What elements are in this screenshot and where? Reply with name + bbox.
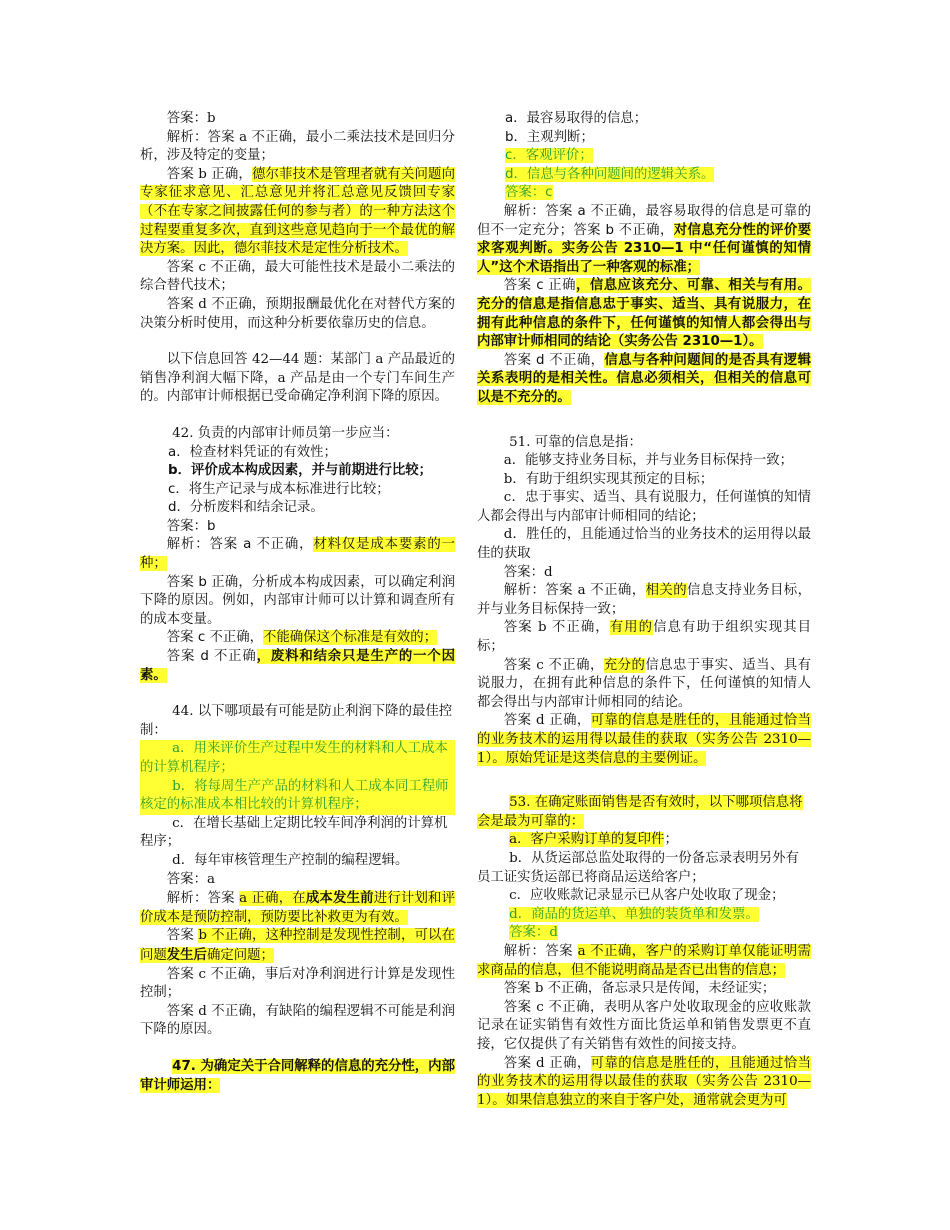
question-42: 42. 负责的内部审计师员第一步应当： [172,425,399,441]
option-a: a．客户采购订单的复印件； [509,832,678,848]
question-51: 51. 可靠的信息是指： [509,434,642,450]
option-b: b．有助于组织实现其预定的目标； [503,471,714,487]
answer-line: 答案：b [166,111,216,126]
answer-line: 答案：a [166,871,215,887]
explanation-text: 答案 c 不正确，充分的信息忠于事实、适当、具有说服力，在拥有此种信息的条件下，任何谨慎的知情人都会得出与内部审计师相同的结论。 [477,657,812,710]
option-a: a．检查材料凭证的有效性； [168,444,337,460]
info-paragraph: 以下信息回答 42—44 题：某部门 a 产品最近的销售净利润大幅下降，a 产品是由一个专门车间生产的。内部审计师根据已受命确定净利润下降的原因。 [140,352,455,405]
option-c: c．将生产记录与成本标准进行比较； [168,481,390,497]
explanation-text: 答案 d 正确，可靠的信息是胜任的，且能通过恰当的业务技术的运用得以最佳的获取（实务公告 2310—1）。如果信息独立的来自于客户处，通常就会更为可 [477,1055,811,1108]
answer-line: 答案：c [505,185,553,201]
explanation-text: 答案 b 不正确，备忘录只是传闻，未经证实； [503,981,776,997]
explanation-text: 解析：答案 a 不正确，相关的信息支持业务目标，并与业务目标保持一致； [477,583,812,617]
explanation-text: 答案 d 不正确，有缺陷的编程逻辑不可能是利润下降的原因。 [140,1003,455,1038]
option-b: b．主观判断； [505,129,594,145]
option-c: c．应收账款记录显示已从客户处收取了现金； [509,888,785,904]
option-d: d．每年审核管理生产控制的编程逻辑。 [172,852,409,868]
question-44: 44. 以下哪项最有可能是防止利润下降的最佳控制： [140,704,453,738]
explanation-text: 答案 c 不正确，不能确保这个标准是有效的； [166,630,438,646]
option-a: a．用来评价生产过程中发生的材料和人工成本的计算机程序； [140,740,455,777]
answer-line: 答案：d [509,925,558,941]
explanation-text: 解析：答案 a 不正确，最小二乘法技术是回归分析，涉及特定的变量； [140,129,455,164]
explanation-text: 解析：答案 a 不正确，材料仅是成本要素的一种； [140,537,456,572]
explanation-text: 答案 b 正确，分析成本构成因素，可以确定利润下降的原因。例如，内部审计师可以计算和调查所有的成本变量。 [140,574,455,627]
option-b: b．评价成本构成因素，并与前期进行比较； [168,463,433,479]
option-a: a．最容易取得的信息； [505,111,648,126]
explanation-text: 答案 b 不正确，这种控制是发现性控制，可以在问题发生后确定问题； [140,928,455,963]
explanation-text: 答案 d 不正确，废料和结余只是生产的一个因素。 [140,649,456,683]
explanation-text: 解析：答案 a 不正确，客户的采购订单仅能证明需求商品的信息，但不能说明商品是否已出售的信息； [477,943,811,978]
explanation-text: 答案 b 不正确，有用的信息有助于组织实现其目标； [477,620,812,655]
explanation-text: 答案 d 不正确，信息与各种问题间的是否具有逻辑关系表明的是相关性。信息必须相关，但相关的信息可以是不充分的。 [477,352,811,405]
answer-line: 答案：b [166,518,216,534]
option-d: d．分析废料和结余记录。 [168,500,324,516]
option-b: b．将每周生产产品的材料和人工成本同工程师核定的标准成本相比较的计算机程序； [140,778,455,815]
option-c: c．客观评价； [505,148,593,164]
explanation-text: 答案 b 正确，德尔菲技术是管理者就有关问题向专家征求意见、汇总意见并将汇总意见反馈回专家（不在专家之间披露任何的参与者）的一种方法这个过程要重复多次，直到这些意见趋向于一个最优的解决方案。因此，德尔菲技术是定性分析技术。 [140,166,455,257]
question-53: 53. 在确定账面销售是否有效时，以下哪项信息将会是最为可靠的： [477,795,803,829]
question-47: 47. 为确定关于合同解释的信息的充分性，内部审计师运用： [140,1058,455,1093]
right-column [477,110,811,1110]
explanation-text: 答案 d 不正确，预期报酬最优化在对替代方案的决策分析时使用，而这种分析要依靠历史的信息。 [140,296,455,331]
option-c: c．忠于事实、适当、具有说服力，任何谨慎的知情人都会得出与内部审计师相同的结论； [477,490,811,524]
left-column [140,110,455,1095]
explanation-text: 答案 c 不正确，事后对净利润进行计算是发现性控制； [140,966,455,1001]
highlight: 德尔菲技术是管理者就有关问题向专家征求意见、汇总意见并将汇总意见反馈回专家（不在专家之间披露任何的参与者）的一种方法这个过程要重复多次，直到这些意见趋向于一个最优的解决方案。因此，德尔菲技术是定性分析技术。 [140,166,455,257]
option-d: d．商品的货运单、单独的装货单和发票。 [509,906,759,922]
explanation-text: 解析：答案 a 正确，在成本发生前进行计划和评价成本是预防控制，预防要比补救更为有效。 [140,890,456,925]
answer-line: 答案：d [503,564,553,580]
explanation-text: 答案 c 正确，信息应该充分、可靠、相关与有用。充分的信息是指信息忠于事实、适当、具有说服力，在拥有此种信息的条件下，任何谨慎的知情人都会得出与内部审计师相同的结论（实务公告 2310—1）。 [477,278,812,350]
option-a: a．能够支持业务目标，并与业务目标保持一致； [503,453,793,469]
explanation-text: 答案 c 不正确，最大可能性技术是最小二乘法的综合替代技术； [140,259,455,294]
option-b: b．从货运部总监处取得的一份备忘录表明另外有员工证实货运部已将商品运送给客户； [477,850,799,885]
option-d: d．胜任的，且能通过恰当的业务技术的运用得以最佳的获取 [477,527,811,562]
explanation-text: 答案 d 正确，可靠的信息是胜任的，且能通过恰当的业务技术的运用得以最佳的获取（实务公告 2310—1）。原始凭证是这类信息的主要例证。 [477,713,811,766]
option-d: d．信息与各种问题间的逻辑关系。 [505,166,715,182]
explanation-text: 解析：答案 a 不正确，最容易取得的信息是可靠的但不一定充分；答案 b 不正确，对信息充分性的评价要求客观判断。实务公告 2310—1 中“任何谨慎的知情人”这个术语指出了一种客观的标准； [477,203,811,275]
explanation-text: 答案 c 不正确，表明从客户处收取现金的应收账款记录在证实销售有效性方面比货运单和销售发票更不直接，它仅提供了有关销售有效性的间接支持。 [477,999,811,1052]
option-c: c．在增长基础上定期比较车间净利润的计算机程序； [140,815,448,850]
